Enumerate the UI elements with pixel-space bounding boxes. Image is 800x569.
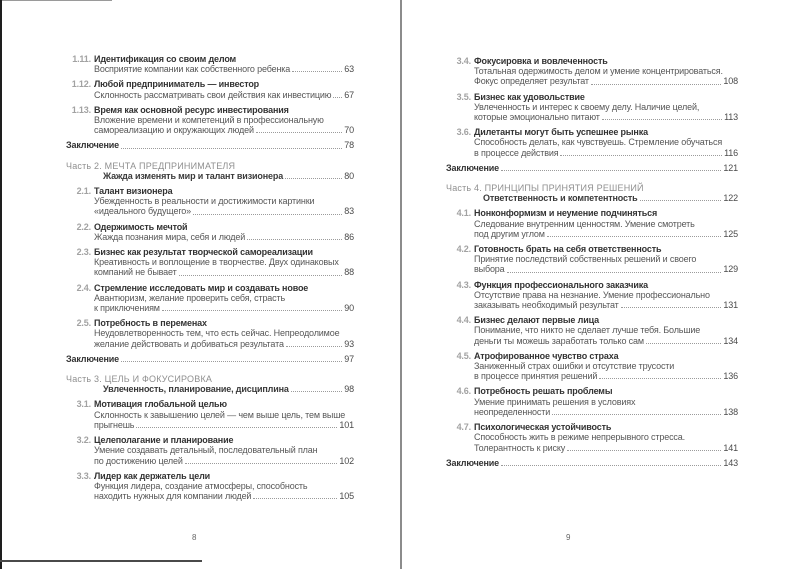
toc-entry [66,186,354,217]
toc-entry-desc: Заниженный страх ошибки и отсутствие трусости [474,361,675,372]
toc-part-label: Часть 2. МЕЧТА ПРЕДПРИНИМАТЕЛЯ [66,160,236,171]
toc-page-ref: 78 [344,140,354,151]
leader-dots [247,232,342,240]
toc-page-ref: 113 [724,112,738,123]
toc-entry-desc: Функция лидера, создание атмосферы, способность [94,480,308,491]
toc-conclusion [446,163,738,173]
toc-entry [66,79,354,99]
toc-entry-number: 2.1. [76,186,91,197]
toc-page-ref: 102 [339,455,354,466]
toc-entry-heading [456,56,738,66]
leader-dots [507,264,722,272]
toc-entry-heading [456,127,738,138]
toc-entry-desc-text: Восприятие компании как собственного ребенка [94,64,291,75]
leader-dots [136,420,337,428]
toc-entry-number: 4.3. [456,279,471,290]
page-number-right: 9 [566,533,571,542]
leader-dots [646,336,722,344]
toc-entry-title: Идентификация со своим делом [94,54,237,64]
toc-entry-number: 2.4. [76,282,91,293]
toc-entry-title: Психологическая устойчивость [474,422,612,433]
toc-entry-title: Мотивация глобальной целью [94,399,227,410]
toc-conclusion [66,354,354,364]
toc-entry-desc: Креативность и воплощение в творчестве. Двух одинаковых [94,257,339,268]
toc-entry-heading [71,79,354,90]
toc-entry-heading [76,435,354,446]
leader-dots [567,443,721,451]
leader-dots [599,371,721,379]
toc-entry [446,386,738,417]
leader-dots [253,491,337,499]
toc-entry [446,56,738,87]
toc-entry-title: Талант визионера [94,186,173,197]
leader-dots [185,456,338,464]
toc-entry-desc [474,76,738,86]
toc-entry-title: Нонконформизм и неумение подчиняться [474,208,658,219]
toc-entry-heading [456,386,738,397]
toc-entry-desc [474,407,738,417]
leader-dots [591,76,722,84]
leader-dots [621,300,722,308]
toc-entry-desc-text: деньги ты можешь заработать только сам [474,335,644,346]
toc-entry-desc-text: прыгнешь [94,419,135,430]
toc-conclusion [66,140,354,150]
toc-entry-heading [76,186,354,197]
toc-entry-desc: Понимание, что никто не сделает лучше тебя. Большие [474,325,701,336]
toc-entry [446,422,738,453]
toc-entry-desc [94,64,354,74]
toc-page-ref: 83 [344,206,354,217]
toc-entry-desc [474,371,738,381]
page-number-left: 8 [192,533,197,542]
toc-entry-number: 3.2. [76,435,91,446]
toc-entry-number: 2.2. [76,221,91,232]
toc-entry-desc-text: находить нужных для компании людей [94,491,252,502]
toc-entry-desc-text: к приключениям [94,303,160,314]
toc-conclusion [446,458,738,468]
toc-entry [446,280,738,311]
toc-page-ref: 116 [724,147,738,158]
toc-entry-title: Потребность в переменах [94,318,207,329]
toc-page-ref: 70 [344,125,354,136]
page-edge-left [0,0,2,569]
toc-entry-heading [456,422,738,433]
toc-entry [66,435,354,466]
toc-entry-desc [94,267,354,277]
toc-page-right [446,56,738,473]
toc-entry-title: Потребность решать проблемы [474,386,613,397]
toc-entry-heading [76,399,354,410]
toc-entry-title: Готовность брать на себя ответственность [474,244,662,255]
toc-conclusion-text: Заключение [446,162,500,173]
toc-entry-number: 3.3. [76,470,91,481]
toc-page-ref: 98 [344,384,354,395]
toc-entry-desc-text: Жажда познания мира, себя и людей [94,231,246,242]
toc-part-subtitle-text: Жажда изменять мир и талант визионера [103,170,284,181]
toc-entry-number: 3.5. [456,91,471,102]
toc-entry-desc: Тотальная одержимость делом и умение концентрироваться. [474,66,723,77]
toc-part-label: Часть 3. ЦЕЛЬ И ФОКУСИРОВКА [66,374,213,385]
toc-entry-number: 2.5. [76,318,91,329]
leader-dots [333,90,342,98]
toc-entry-number: 1.11. [72,54,91,64]
toc-entry-heading [76,470,354,481]
toc-page-left [66,54,354,506]
toc-entry-desc-text: «идеального будущего» [94,206,191,217]
toc-page-ref: 90 [344,303,354,314]
toc-entry-heading [76,282,354,293]
leader-dots [256,125,342,133]
page-edge-top [0,0,112,1]
toc-part-subtitle [103,384,354,394]
leader-dots [121,354,342,362]
toc-entry-desc: Умение создавать детальный, последовательный план [94,445,318,456]
toc-entry-desc-text: в процессе принятия решений [474,371,598,382]
toc-page-ref: 136 [723,371,738,382]
toc-entry-number: 3.4. [456,56,471,66]
toc-entry-title: Целеполагание и планирование [94,435,234,446]
toc-page-ref: 121 [723,162,738,173]
toc-entry-desc-text: под другим углом [474,228,545,239]
toc-page-ref: 125 [723,228,738,239]
toc-page-ref: 88 [344,267,354,278]
toc-entry [66,247,354,278]
toc-entry-number: 4.2. [456,244,471,255]
toc-part-subtitle-row [66,384,354,394]
toc-part [66,161,354,181]
toc-entry-desc-text: заказывать необходимый результат [474,300,619,311]
toc-page-ref: 122 [723,193,738,204]
toc-entry-title: Стремление исследовать мир и создавать новое [94,282,309,293]
toc-entry-title: Время как основной ресурс инвестирования [94,104,289,115]
toc-part [446,183,738,203]
toc-conclusion [446,163,738,173]
leader-dots [285,171,342,179]
toc-entry-desc [94,303,354,313]
toc-entry-desc: Неудовлетворенность тем, что есть сейчас. Непреодолимое [94,328,340,339]
toc-entry-desc: Способность жить в режиме непрерывного стресса. [474,432,685,443]
toc-entry-desc-text: которые эмоционально питают [474,112,600,123]
toc-entry-heading [456,91,738,102]
page-edge-bottom [0,560,202,562]
toc-entry-heading [456,279,738,290]
toc-conclusion-text: Заключение [446,457,500,468]
leader-dots [286,339,342,347]
toc-entry [446,351,738,382]
toc-page-ref: 80 [344,170,354,181]
toc-page-ref: 141 [723,442,738,453]
toc-entry [446,92,738,123]
toc-entry-heading [71,104,354,115]
toc-entry-desc [94,125,354,135]
toc-entry-desc [474,112,738,122]
toc-entry-desc [94,90,354,100]
toc-entry-desc-text: по достижению целей [94,455,183,466]
toc-part-subtitle-text: Ответственность и компетентность [483,193,638,204]
leader-dots [547,229,722,237]
toc-entry-desc-text: в процессе действия [474,147,559,158]
toc-entry-number: 4.4. [456,315,471,326]
leader-dots [501,163,721,171]
toc-entry-desc [474,336,738,346]
toc-page-ref: 138 [723,406,738,417]
toc-entry-title: Бизнес как удовольствие [474,91,585,102]
toc-page-ref: 105 [339,491,354,502]
toc-conclusion-text: Заключение [66,353,120,364]
toc-entry-desc-text: Фокус определяет результат [474,76,589,87]
toc-entry-heading [456,208,738,219]
toc-entry-desc: Авантюризм, желание проверить себя, страсть [94,292,286,303]
toc-entry [66,283,354,314]
leader-dots [162,303,342,311]
toc-entry-number: 2.3. [76,247,91,258]
toc-entry-title: Лидер как держатель цели [94,470,211,481]
leader-dots [640,193,722,201]
leader-dots [602,112,722,120]
toc-entry-number: 3.1. [76,399,91,410]
toc-entry-desc-text: компаний не бывает [94,267,177,278]
toc-entry-heading [72,54,354,64]
toc-entry [66,471,354,502]
toc-entry-desc: Способность делать, как чувствуешь. Стремление обучаться [474,137,723,148]
toc-entry-number: 4.5. [456,350,471,361]
toc-page-ref: 131 [723,300,738,311]
toc-entry-heading [76,247,354,258]
toc-entry-title: Одержимость мечтой [94,221,188,232]
toc-entry-heading [456,244,738,255]
toc-entry-desc [94,456,354,466]
toc-entry-desc [94,206,354,216]
toc-part [66,374,354,394]
toc-entry-desc [474,148,738,158]
toc-part-subtitle-row [446,193,738,203]
toc-entry-desc: Умение принимать решения в условиях [474,396,636,407]
toc-entry-desc-text: самореализацию и окружающих людей [94,125,254,136]
leader-dots [121,140,342,148]
toc-entry-number: 4.6. [456,386,471,397]
toc-entry [446,244,738,275]
toc-entry-heading [456,315,738,326]
toc-entry-desc-text: неопределенности [474,406,551,417]
toc-entry-desc-text: Склонность рассматривать свои действия как инвестицию [94,89,332,100]
toc-entry-desc-text: выбора [474,264,505,275]
toc-entry-title: Бизнес делают первые лица [474,315,599,326]
toc-page-ref: 101 [339,419,354,430]
toc-entry-desc [474,300,738,310]
toc-entry-desc: Убежденность в реальности и достижимости картинки [94,196,315,207]
toc-entry [66,399,354,430]
toc-entry-desc: Следование внутренним ценностям. Умение смотреть [474,218,695,229]
toc-entry-desc [474,229,738,239]
leader-dots [560,148,722,156]
toc-part-subtitle-row [66,171,354,181]
leader-dots [501,458,721,466]
toc-conclusion [446,458,738,468]
toc-page-ref: 93 [344,338,354,349]
toc-page-ref: 143 [723,457,738,468]
toc-entry-desc [94,232,354,242]
toc-page-ref: 86 [344,231,354,242]
toc-entry-title: Бизнес как результат творческой самореализации [94,247,313,258]
toc-entry-desc: Вложение времени и компетенций в профессиональную [94,115,324,126]
toc-entry-heading [76,221,354,232]
toc-conclusion-text: Заключение [66,140,120,151]
toc-page-ref: 63 [344,64,354,75]
toc-entry [66,222,354,242]
toc-entry-desc [94,420,354,430]
toc-part-subtitle [483,193,738,203]
toc-entry-title: Любой предприниматель — инвестор [94,79,260,90]
toc-part-label: Часть 4. ПРИНЦИПЫ ПРИНЯТИЯ РЕШЕНИЙ [446,183,644,194]
toc-entry [66,105,354,136]
page-divider [400,0,402,569]
leader-dots [552,407,721,415]
toc-entry-title: Атрофированное чувство страха [474,350,619,361]
toc-entry [446,127,738,158]
toc-entry-desc [474,264,738,274]
toc-entry-desc [474,443,738,453]
toc-entry-desc: Склонность к завышению целей — чем выше цель, тем выше [94,409,346,420]
toc-entry-title: Функция профессионального заказчика [474,279,648,290]
toc-entry-heading [76,318,354,329]
toc-entry [66,318,354,349]
toc-page-ref: 97 [344,353,354,364]
leader-dots [179,267,343,275]
toc-entry [446,208,738,239]
toc-page-ref: 67 [344,89,354,100]
toc-entry-desc [94,491,354,501]
leader-dots [193,206,342,214]
toc-entry-title: Фокусировка и вовлеченность [474,56,608,66]
toc-entry-desc [94,339,354,349]
toc-page-ref: 108 [723,76,738,87]
toc-entry-number: 4.7. [456,422,471,433]
toc-page-ref: 129 [723,264,738,275]
toc-entry [66,54,354,74]
toc-entry-desc-text: Толерантность к риску [474,442,566,453]
leader-dots [291,384,343,392]
toc-entry-desc-text: желание действовать и добиваться результата [94,338,284,349]
toc-entry-desc: Отсутствие права на незнание. Умение профессионально [474,289,710,300]
toc-conclusion [66,354,354,364]
toc-entry-heading [456,350,738,361]
toc-entry-desc: Увлеченность и интерес к своему делу. Наличие целей, [474,101,700,112]
toc-entry [446,315,738,346]
toc-conclusion [66,140,354,150]
toc-entry-title: Дилетанты могут быть успешнее рынка [474,127,648,138]
toc-page-ref: 134 [723,335,738,346]
toc-part-subtitle-text: Увлеченность, планирование, дисциплина [103,384,289,395]
leader-dots [292,64,342,72]
toc-entry-number: 1.12. [71,79,91,90]
toc-entry-number: 1.13. [71,104,91,115]
toc-entry-number: 3.6. [456,127,471,138]
toc-entry-number: 4.1. [456,208,471,219]
toc-part-subtitle [103,171,354,181]
toc-entry-desc: Принятие последствий собственных решений и своего [474,254,697,265]
